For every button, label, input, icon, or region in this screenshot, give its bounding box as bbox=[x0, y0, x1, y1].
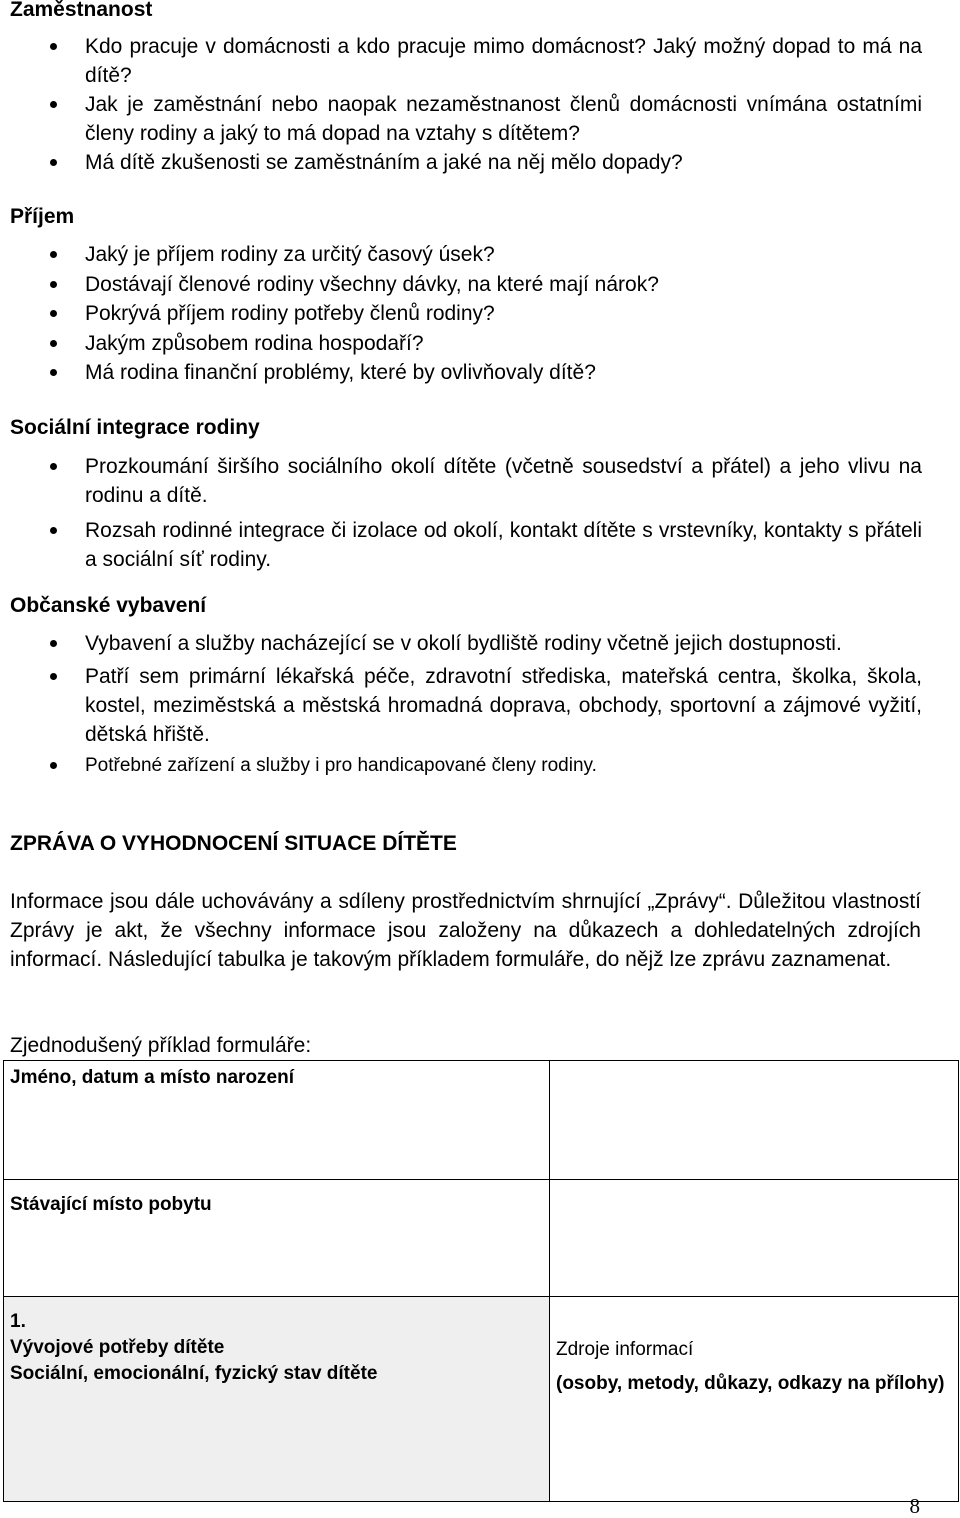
bullet-icon bbox=[50, 463, 57, 470]
heading-social-integration: Sociální integrace rodiny bbox=[10, 416, 260, 439]
section-number: 1. bbox=[10, 1311, 26, 1332]
residence-value-cell bbox=[550, 1180, 959, 1297]
bullet-icon bbox=[50, 251, 57, 258]
bullet-icon bbox=[50, 340, 57, 347]
list-employment bbox=[0, 32, 960, 177]
list-item: Potřebné zařízení a služby i pro handicapované členy rodiny. bbox=[0, 751, 960, 780]
report-paragraph: Informace jsou dále uchovávány a sdíleny prostřednictvím shrnující „Zprávy“. Důležitou vlastností Zprávy je akt, že všechny informace jsou založeny na důkazech a dohledatelných zdrojích informací. Následující tabulka je takovým příkladem formuláře, do nějž lze zprávu zaznamenat. bbox=[10, 890, 921, 971]
sources-label: Zdroje informací bbox=[556, 1339, 694, 1360]
name-birth-label: Jméno, datum a místo narození bbox=[10, 1067, 294, 1088]
list-item: Má dítě zkušenosti se zaměstnáním a jaké na něj mělo dopady? bbox=[0, 148, 960, 177]
bullet-icon bbox=[50, 281, 57, 288]
list-income bbox=[0, 240, 960, 388]
residence-cell bbox=[4, 1180, 550, 1297]
page-number: 8 bbox=[909, 1494, 920, 1518]
list-social-integration bbox=[0, 452, 960, 574]
list-item: Jak je zaměstnání nebo naopak nezaměstnanost členů domácnosti vnímána ostatními členy rodiny a jaký to má dopad na vztahy s dítětem? bbox=[0, 90, 960, 148]
list-item: Má rodina finanční problémy, které by ovlivňovaly dítě? bbox=[0, 358, 960, 388]
bullet-icon bbox=[50, 527, 57, 534]
list-item: Jaký je příjem rodiny za určitý časový úsek? bbox=[0, 240, 960, 270]
form-caption: Zjednodušený příklad formuláře: bbox=[10, 1034, 312, 1057]
bullet-icon bbox=[50, 101, 57, 108]
list-item: Jakým způsobem rodina hospodaří? bbox=[0, 329, 960, 359]
list-item: Pokrývá příjem rodiny potřeby členů rodiny? bbox=[0, 299, 960, 329]
table-row bbox=[4, 1180, 959, 1297]
development-needs-cell bbox=[4, 1297, 550, 1502]
bullet-icon bbox=[50, 43, 57, 50]
list-item: Vybavení a služby nacházející se v okolí bydliště rodiny včetně jejich dostupnosti. bbox=[0, 629, 960, 658]
sources-cell bbox=[550, 1297, 959, 1502]
heading-civic-amenities: Občanské vybavení bbox=[10, 594, 207, 617]
name-birth-value-cell bbox=[550, 1061, 959, 1180]
report-heading: ZPRÁVA O VYHODNOCENÍ SITUACE DÍTĚTE bbox=[10, 832, 457, 855]
list-item: Patří sem primární lékařská péče, zdravotní střediska, mateřská centra, školka, škola, kostel, meziměstská a městská hromadná doprava, obchody, sportovní a zájmové vyžití, dětská hřiště. bbox=[0, 662, 960, 749]
list-civic-amenities bbox=[0, 629, 960, 780]
heading-income: Příjem bbox=[10, 205, 75, 228]
sources-detail: (osoby, metody, důkazy, odkazy na přílohy) bbox=[556, 1373, 945, 1394]
table-row bbox=[4, 1061, 959, 1180]
list-item: Dostávají členové rodiny všechny dávky, na které mají nárok? bbox=[0, 270, 960, 300]
bullet-icon bbox=[50, 762, 57, 769]
list-item: Rozsah rodinné integrace či izolace od okolí, kontakt dítěte s vrstevníky, kontakty s přáteli a sociální síť rodiny. bbox=[0, 516, 960, 574]
list-item: Prozkoumání širšího sociálního okolí dítěte (včetně sousedství a přátel) a jeho vlivu na rodinu a dítě. bbox=[0, 452, 960, 510]
bullet-icon bbox=[50, 159, 57, 166]
bullet-icon bbox=[50, 369, 57, 376]
list-item: Kdo pracuje v domácnosti a kdo pracuje mimo domácnost? Jaký možný dopad to má na dítě? bbox=[0, 32, 960, 90]
development-needs-subtitle: Sociální, emocionální, fyzický stav dítěte bbox=[10, 1363, 378, 1384]
example-form-table bbox=[3, 1060, 959, 1502]
bullet-icon bbox=[50, 310, 57, 317]
bullet-icon bbox=[50, 673, 57, 680]
bullet-icon bbox=[50, 640, 57, 647]
name-birth-cell bbox=[4, 1061, 550, 1180]
development-needs-title: Vývojové potřeby dítěte bbox=[10, 1337, 225, 1358]
residence-label: Stávající místo pobytu bbox=[10, 1194, 212, 1215]
heading-employment: Zaměstnanost bbox=[10, 0, 153, 21]
table-row bbox=[4, 1297, 959, 1502]
